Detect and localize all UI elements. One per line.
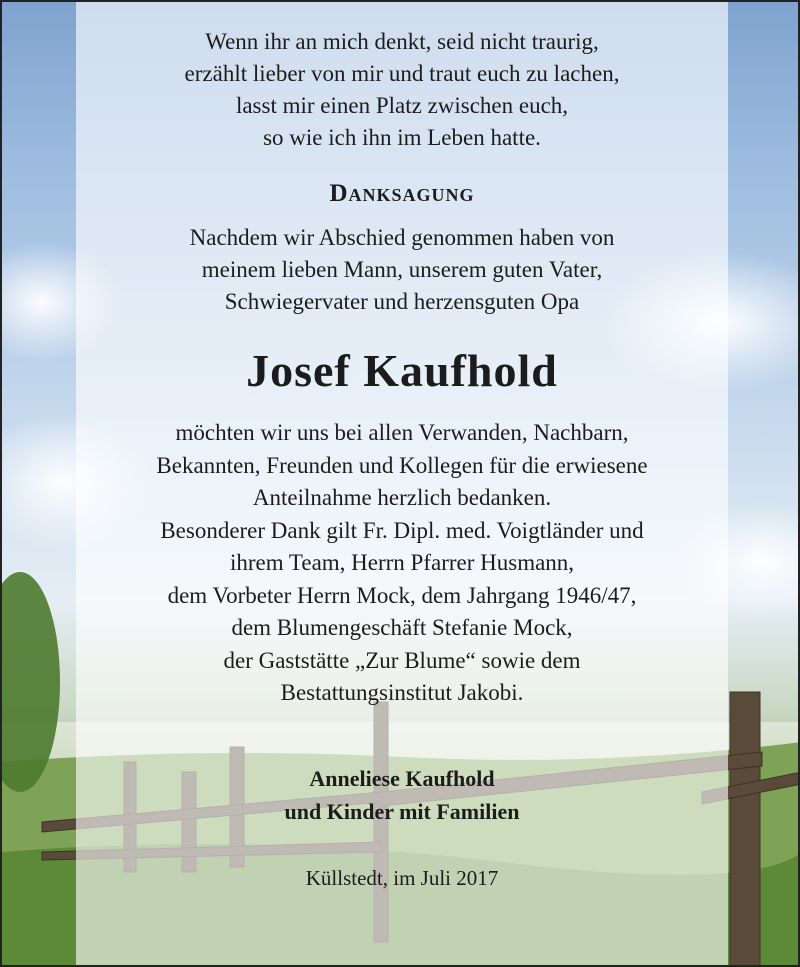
deceased-name: Josef Kaufhold	[246, 345, 558, 396]
signature-line: und Kinder mit Familien	[284, 798, 520, 824]
verse-line: lasst mir einen Platz zwischen euch,	[235, 93, 569, 118]
intro-line: Schwiegervater und herzensguten Opa	[224, 289, 580, 314]
body-line: dem Blumengeschäft Stefanie Mock,	[231, 615, 573, 640]
obituary-text	[76, 2, 728, 891]
signature	[76, 762, 728, 828]
verse-line: Wenn ihr an mich denkt, seid nicht traurig,	[205, 29, 599, 54]
thanks-body	[76, 417, 728, 710]
body-line: Bekannten, Freunden und Kollegen für die erwiesene	[156, 452, 648, 478]
intro-line: Nachdem wir Abschied genommen haben von	[189, 225, 615, 250]
body-line: möchten wir uns bei allen Verwanden, Nachbarn,	[175, 420, 629, 445]
body-line: Bestattungsinstitut Jakobi.	[280, 680, 524, 705]
heading: Danksagung	[329, 180, 475, 207]
body-line: der Gaststätte „Zur Blume“ sowie dem	[223, 647, 581, 673]
body-line: Anteilnahme herzlich bedanken.	[252, 485, 552, 510]
verse-line: so wie ich ihn im Leben hatte.	[263, 125, 541, 150]
body-line: ihrem Team, Herrn Pfarrer Husmann,	[229, 550, 575, 575]
intro	[76, 222, 728, 318]
body-line: Besonderer Dank gilt Fr. Dipl. med. Voigtländer und	[160, 517, 644, 543]
verse-line: erzählt lieber von mir und traut euch zu lachen,	[184, 61, 620, 86]
signature-line: Anneliese Kaufhold	[309, 765, 495, 791]
place-date: Küllstedt, im Juli 2017	[305, 865, 499, 890]
body-line: dem Vorbeter Herrn Mock, dem Jahrgang 1946/47,	[167, 582, 637, 608]
verse	[76, 26, 728, 154]
intro-line: meinem lieben Mann, unserem guten Vater,	[201, 257, 603, 282]
